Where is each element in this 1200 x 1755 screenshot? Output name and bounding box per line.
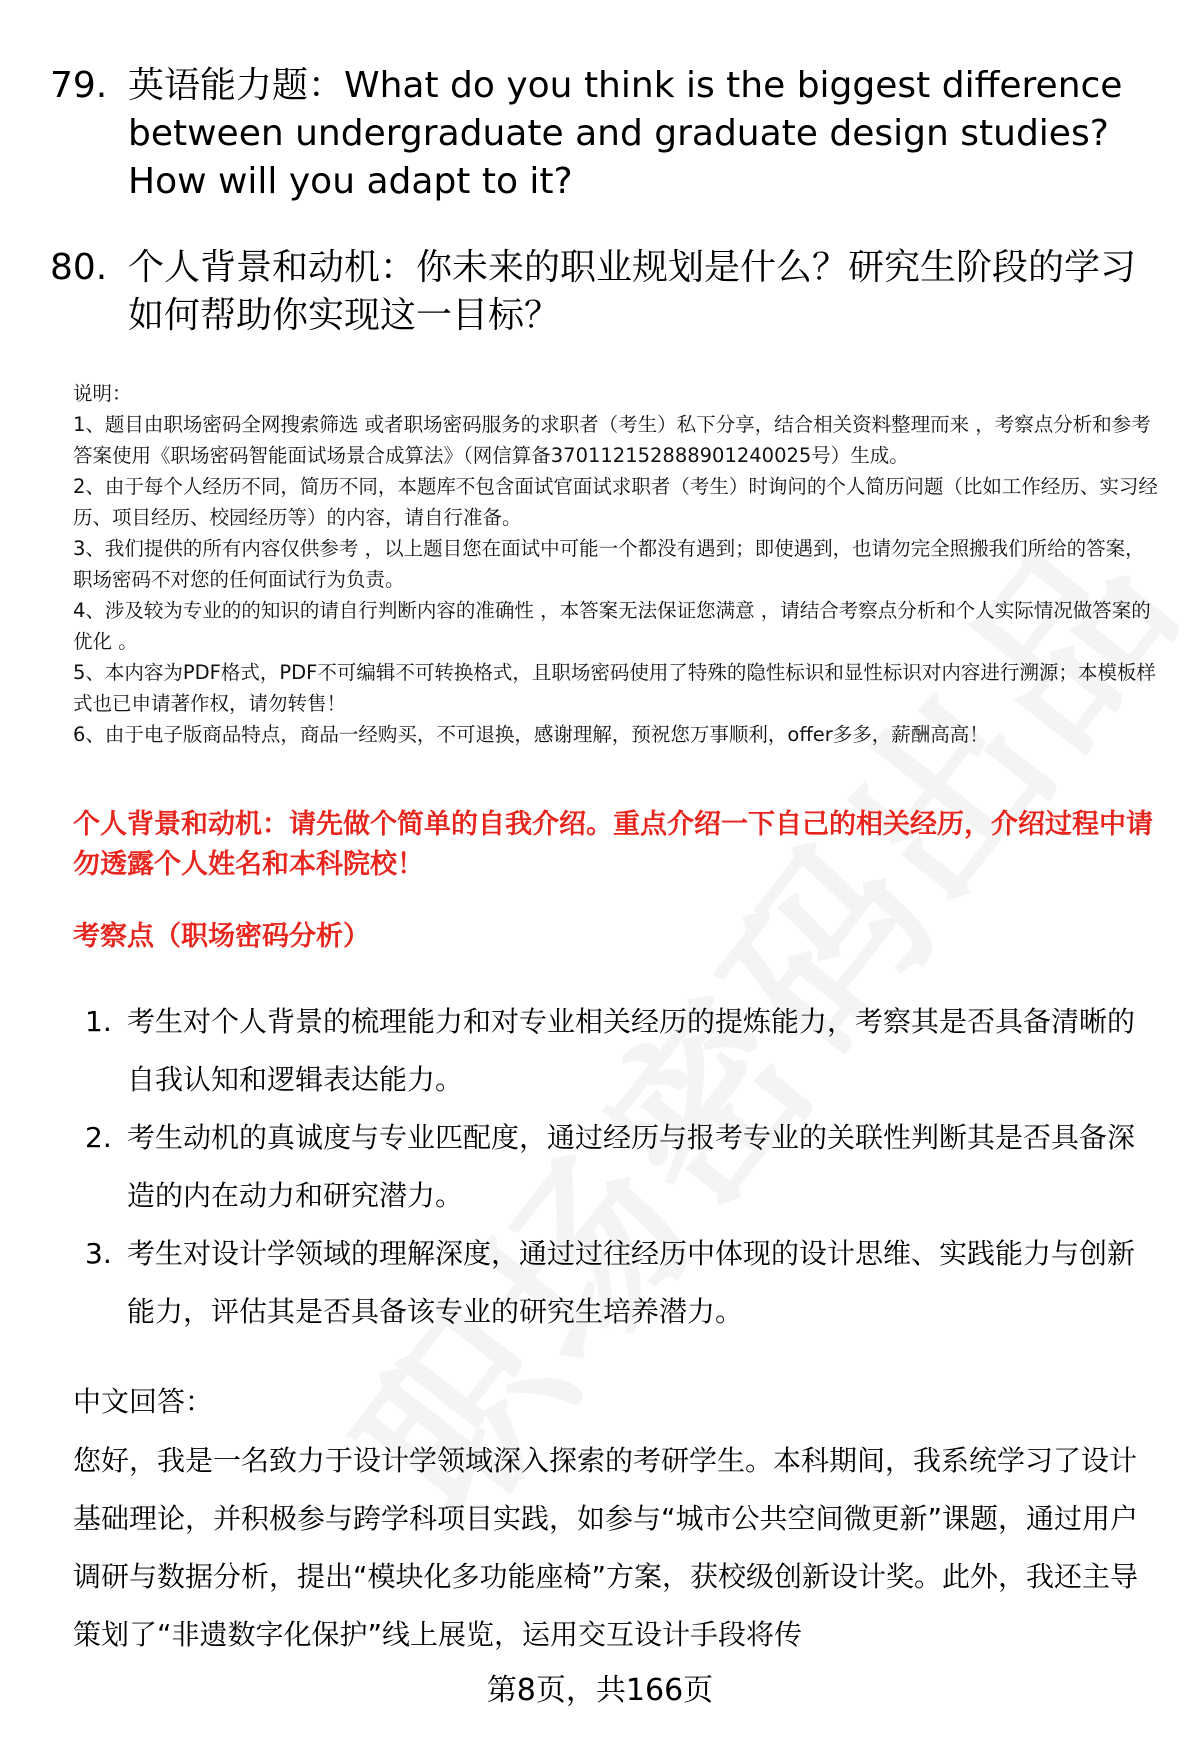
question-79 [50,62,1160,206]
question-80 [50,244,1160,340]
analysis-points [85,993,1160,1341]
question-number: 79. [50,65,108,106]
answer-label: 中文回答： [73,1385,214,1418]
note-item: 3、我们提供的所有内容仅供参考 ，以上题目您在面试中可能一个都没有遇到；即使遇到，也请勿完全照搬我们所给的答案，职场密码不对您的任何面试行为负责。 [73,537,1145,591]
point-number: 3. [85,1237,112,1270]
list-item [85,1109,1160,1225]
notes-title: 说明： [73,382,132,405]
question-text: 英语能力题：What do you think is the biggest difference between undergraduate and graduate design studies? How will you adapt to it? [128,65,1123,202]
note-item: 4、涉及较为专业的的知识的请自行判断内容的准确性 ，本答案无法保证您满意 ，请结合考察点分析和个人实际情况做答案的优化 。 [73,599,1151,653]
answer-body: 您好，我是一名致力于设计学领域深入探索的考研学生。本科期间，我系统学习了设计基础理论，并积极参与跨学科项目实践，如参与“城市公共空间微更新”课题，通过用户调研与数据分析，提出“模块化多功能座椅”方案，获校级创新设计奖。此外，我还主导策划了“非遗数字化保护”线上展览，运用交互设计手段将传 [73,1444,1139,1651]
point-number: 2. [85,1121,112,1154]
note-item: 6、由于电子版商品特点，商品一经购买，不可退换，感谢理解，预祝您万事顺利，offer多多，薪酬高高！ [73,723,989,746]
note-item: 1、题目由职场密码全网搜索筛选 或者职场密码服务的求职者（考生）私下分享，结合相关资料整理而来 ，考察点分析和参考答案使用《职场密码智能面试场景合成算法》（网信算备370112152888901240025号）生成。 [73,413,1151,467]
note-item: 5、本内容为PDF格式，PDF不可编辑不可转换格式，且职场密码使用了特殊的隐性标识和显性标识对内容进行溯源；本模板样式也已申请著作权，请勿转售！ [73,661,1156,715]
list-item [85,1225,1160,1341]
disclaimer-notes [73,378,1158,750]
note-item: 2、由于每个人经历不同，简历不同，本题库不包含面试官面试求职者（考生）时询问的个人简历问题（比如工作经历、实习经历、项目经历、校园经历等）的内容，请自行准备。 [73,475,1158,529]
point-text: 考生动机的真诚度与专业匹配度，通过经历与报考专业的关联性判断其是否具备深造的内在动力和研究潜力。 [127,1121,1136,1212]
page-footer: 第8页，共166页 [486,1673,714,1708]
point-text: 考生对个人背景的梳理能力和对专业相关经历的提炼能力，考察其是否具备清晰的自我认知和逻辑表达能力。 [127,1005,1136,1096]
question-number: 80. [50,247,108,288]
point-text: 考生对设计学领域的理解深度，通过过往经历中体现的设计思维、实践能力与创新能力，评估其是否具备该专业的研究生培养潜力。 [127,1237,1136,1328]
analysis-heading: 考察点（职场密码分析） [73,921,370,952]
list-item [85,993,1160,1109]
interview-prompt: 个人背景和动机：请先做个简单的自我介绍。重点介绍一下自己的相关经历，介绍过程中请勿透露个人姓名和本科院校！ [73,809,1153,880]
point-number: 1. [85,1005,112,1038]
question-text: 个人背景和动机：你未来的职业规划是什么？研究生阶段的学习如何帮助你实现这一目标？ [128,247,1137,336]
